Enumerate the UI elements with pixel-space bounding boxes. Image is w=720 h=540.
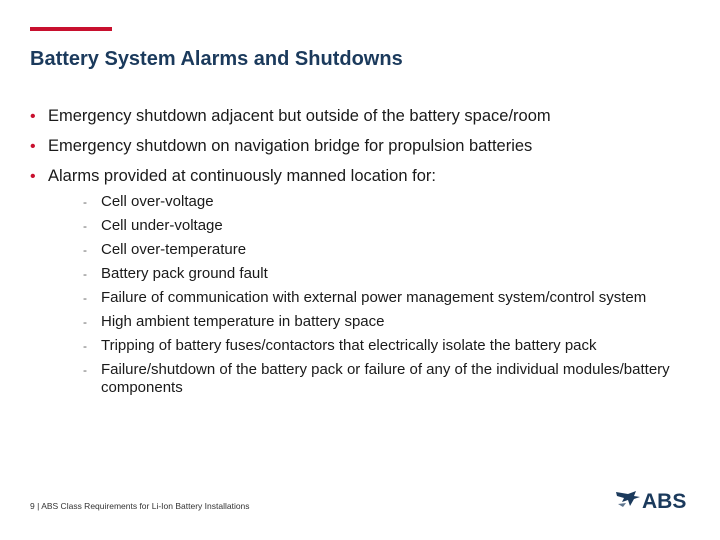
sub-bullet-text: Cell under-voltage [101, 217, 223, 234]
sub-bullet-text: High ambient temperature in battery space [101, 313, 385, 330]
sub-bullet-item [83, 313, 720, 331]
sub-bullet-item [83, 193, 720, 211]
bullet-marker: • [30, 168, 36, 185]
bullet-item [30, 106, 700, 127]
bullet-item [30, 136, 700, 157]
sub-bullet-marker: - [83, 267, 87, 281]
sub-bullet-marker: - [83, 315, 87, 329]
sub-bullet-text: Tripping of battery fuses/contactors that electrically isolate the battery pack [101, 337, 597, 354]
slide-title: Battery System Alarms and Shutdowns [30, 48, 403, 70]
sub-bullet-item [83, 289, 720, 307]
abs-logo-text: ABS [642, 490, 687, 513]
sub-bullet-item [83, 265, 720, 283]
bullet-text: Emergency shutdown on navigation bridge for propulsion batteries [48, 137, 533, 155]
sub-bullet-text: Cell over-voltage [101, 193, 214, 210]
sub-bullet-marker: - [83, 219, 87, 233]
sub-bullet-marker: - [83, 291, 87, 305]
bullet-list [30, 106, 700, 403]
accent-bar [30, 27, 112, 31]
eagle-icon [616, 491, 640, 507]
sub-bullet-item [83, 217, 720, 235]
sub-bullet-item [83, 337, 720, 355]
footer-text: 9 | ABS Class Requirements for Li-Ion Battery Installations [30, 501, 250, 511]
sub-bullet-item [83, 361, 720, 397]
sub-bullet-marker: - [83, 243, 87, 257]
sub-bullet-item [83, 241, 720, 259]
bullet-text: Alarms provided at continuously manned location for: [48, 167, 436, 185]
sub-bullet-text: Failure of communication with external power management system/control system [101, 289, 647, 306]
sub-bullet-text: Failure/shutdown of the battery pack or failure of any of the individual modules/battery components [101, 361, 670, 396]
bullet-text: Emergency shutdown adjacent but outside of the battery space/room [48, 107, 551, 125]
sub-bullet-text: Cell over-temperature [101, 241, 247, 258]
bullet-marker: • [30, 108, 36, 125]
abs-logo [614, 484, 694, 514]
sub-bullet-list [83, 193, 720, 397]
bullet-item [30, 166, 700, 397]
sub-bullet-marker: - [83, 363, 87, 377]
sub-bullet-text: Battery pack ground fault [101, 265, 268, 282]
bullet-marker: • [30, 138, 36, 155]
sub-bullet-marker: - [83, 195, 87, 209]
sub-bullet-marker: - [83, 339, 87, 353]
